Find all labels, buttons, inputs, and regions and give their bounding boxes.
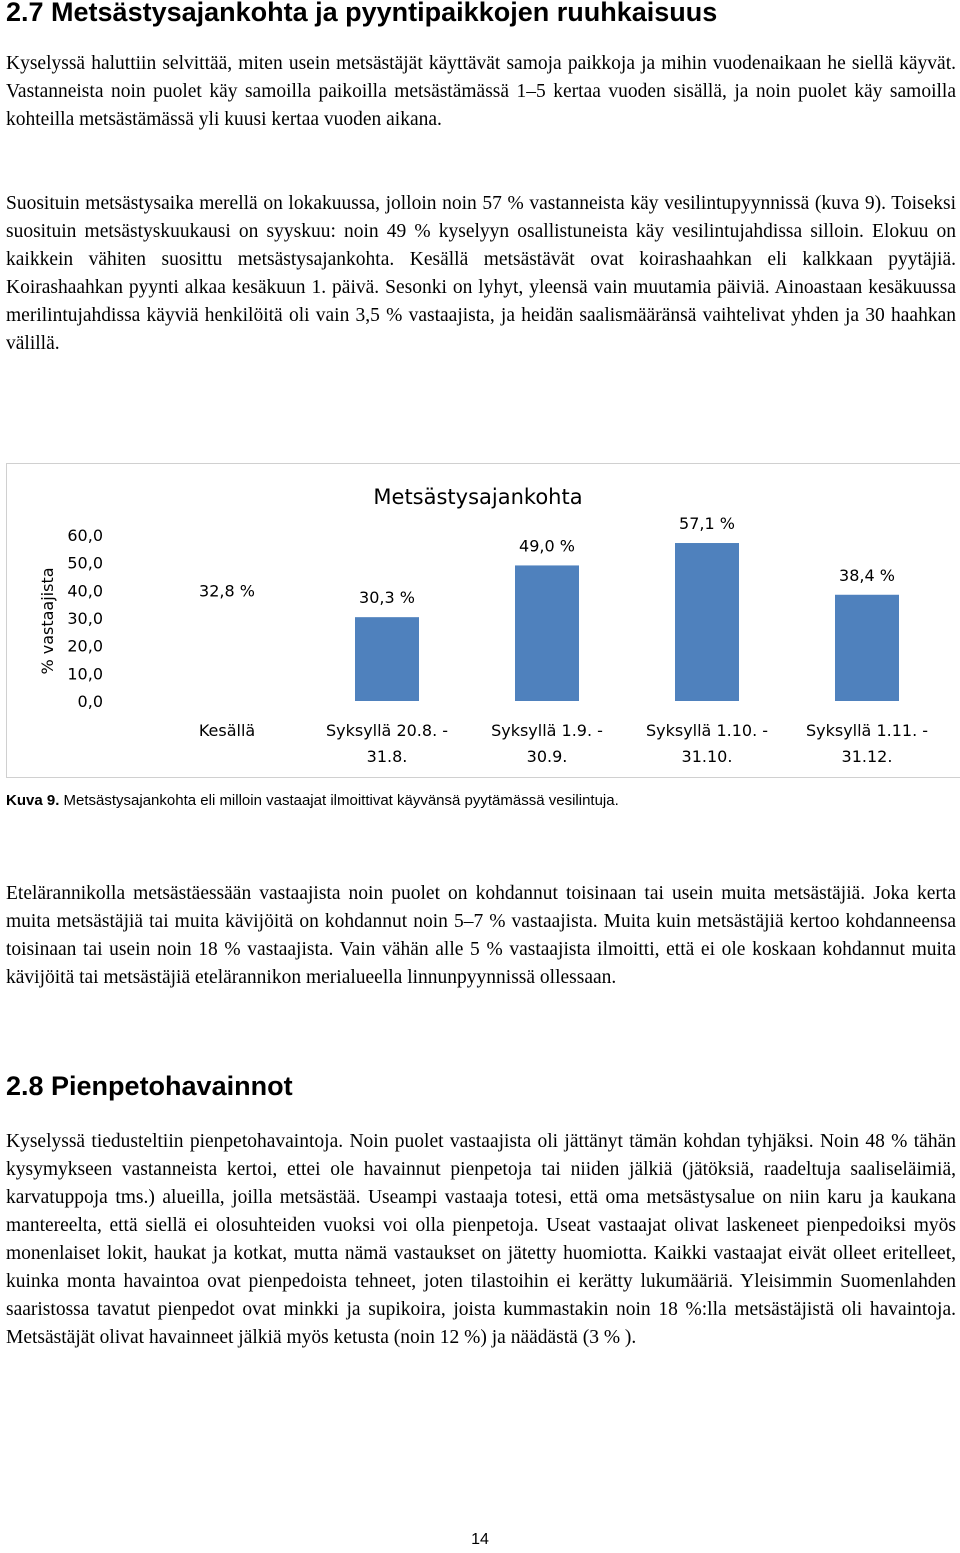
chart-svg <box>7 464 960 779</box>
section-heading-2-8: 2.8 Pienpetohavainnot <box>6 1071 293 1101</box>
x-tick-label: Kesällä <box>198 721 256 740</box>
bar-value-label: 38,4 % <box>839 565 895 585</box>
figure-caption <box>6 791 619 811</box>
hunting-time-chart <box>6 463 960 778</box>
x-tick-label: Syksyllä 1.10. - <box>645 721 769 740</box>
y-tick-label: 0,0 <box>77 692 103 711</box>
y-tick-label: 10,0 <box>67 664 103 684</box>
chart-bars <box>355 543 899 701</box>
bar-value-label: 49,0 % <box>519 536 575 556</box>
paragraph-encounters: Etelärannikolla metsästäessään vastaajista noin puolet on kohdannut toisinaan tai usein muita metsästäjiä. Joka kerta muita metsästäjiä tai muita kävijöitä on kohdannut noin 5–7 % vastaajista. Muita kuin metsästäjiä kertoo kohdanneensa toisinaan tai usein noin 18 % vastaajista. Vain vähän alle 5 % vastaajista ilmoitti, että ei ole koskaan kohdannut muita kävijöitä tai metsästäjiä etelärannikon merialueella linnunpyynnissä ollessaan. <box>6 883 956 988</box>
x-tick-label: Syksyllä 20.8. - <box>325 721 449 740</box>
chart-bar <box>675 543 739 701</box>
x-tick-label: 31.12. <box>841 747 893 766</box>
paragraph-intro: Kyselyssä haluttiin selvittää, miten usein metsästäjät käyttävät samoja paikkoja ja mihin vuodenaikaan he siellä käyvät. Vastanneista noin puolet käy samoilla paikoilla metsästämässä 1–5 kertaa vuoden sisällä, ja noin puolet käy samoilla kohteilla metsästämässä yli kuusi kertaa vuoden aikana. <box>6 53 956 130</box>
x-tick-label: 30.9. <box>526 747 568 766</box>
chart-title: Metsästysajankohta <box>373 485 583 509</box>
chart-bar <box>835 595 899 701</box>
y-axis-label: % vastaajista <box>38 567 57 675</box>
x-tick-label: Syksyllä 1.9. - <box>491 721 603 740</box>
bar-value-label: 32,8 % <box>199 581 255 601</box>
y-tick-label: 60,0 <box>67 526 103 545</box>
y-tick-label: 30,0 <box>67 609 103 628</box>
y-tick-label: 20,0 <box>67 636 103 656</box>
y-tick-label: 40,0 <box>67 581 103 601</box>
x-tick-label: 31.10. <box>681 747 733 766</box>
x-tick-label: Syksyllä 1.11. - <box>805 721 929 740</box>
page-number: 14 <box>471 1531 489 1548</box>
caption-text: Metsästysajankohta eli milloin vastaajat ilmoittivat käyvänsä pyytämässä vesilintuja. <box>59 792 619 809</box>
paragraph-small-predators: Kyselyssä tiedusteltiin pienpetohavaintoja. Noin puolet vastaajista oli jättänyt tämän kohdan tyhjäksi. Noin 48 % tähän kysymykseen vastanneista kertoi, ettei ole havainnut pienpetoja tai niiden jälkiä (jätöksiä, raadeltuja saaliseläimiä, karvatuppoja tms.) alueilla, joilla metsästää. Useampi vastaaja totesi, että oma metsästysalue on niin karu ja kaukana mantereelta, että siellä ei olosuhteiden vuoksi voi olla pienpetoja. Useat vastaajat olivat laskeneet pienpedoiksi myös monenlaiset lokit, haukat ja kotkat, mutta nämä vastaukset on jätetty huomiotta. Kaikki vastaajat eivät olleet eritelleet, kuinka monta havaintoa ovat pienpedoista tehneet, joten tilastoihin ei kerätty lukumääriä. Yleisimmin Suomenlahden saaristossa tavatut pienpedot ovat minkki ja supikoira, joista kummastakin noin 18 %:lla metsästäjistä oli havaintoja. Metsästäjät olivat havainneet jälkiä myös ketusta (noin 12 %) ja näädästä (3 % ). <box>6 1131 956 1348</box>
caption-label: Kuva 9. <box>6 792 60 809</box>
chart-bar <box>515 565 579 701</box>
y-tick-label: 50,0 <box>67 553 103 573</box>
section-heading-2-7: 2.7 Metsästysajankohta ja pyyntipaikkojen ruuhkaisuus <box>6 0 718 27</box>
bar-value-label: 30,3 % <box>359 588 415 608</box>
x-axis-labels <box>199 721 928 766</box>
x-tick-label: 31.8. <box>366 747 408 766</box>
paragraph-hunting-season: Suosituin metsästysaika merellä on lokakuussa, jolloin noin 57 % vastanneista käy vesilintupyynnissä (kuva 9). Toiseksi suosituin metsästyskuukausi on syyskuu: noin 49 % kyselyyn osallistuneista käy vesilintujahdissa silloin. Elokuu on kaikkein vähiten suosittu metsästysajankohta. Kesällä metsästävät ovat koirashaahkan eli kalkkaan pyytäjiä. Koirashaahkan pyynti alkaa kesäkuun 1. päivä. Sesonki on lyhyt, yleensä vain muutamia päiviä. Ainoastaan kesäkuussa merilintujahdissa käyviä henkilöitä oli vain 3,5 % vastaajista, ja heidän saalismääränsä vaihtelivat yhden ja 30 haahkan välillä. <box>6 193 956 354</box>
chart-bar <box>355 617 419 701</box>
y-axis-ticks <box>67 526 103 711</box>
bar-value-label: 57,1 % <box>679 514 735 534</box>
